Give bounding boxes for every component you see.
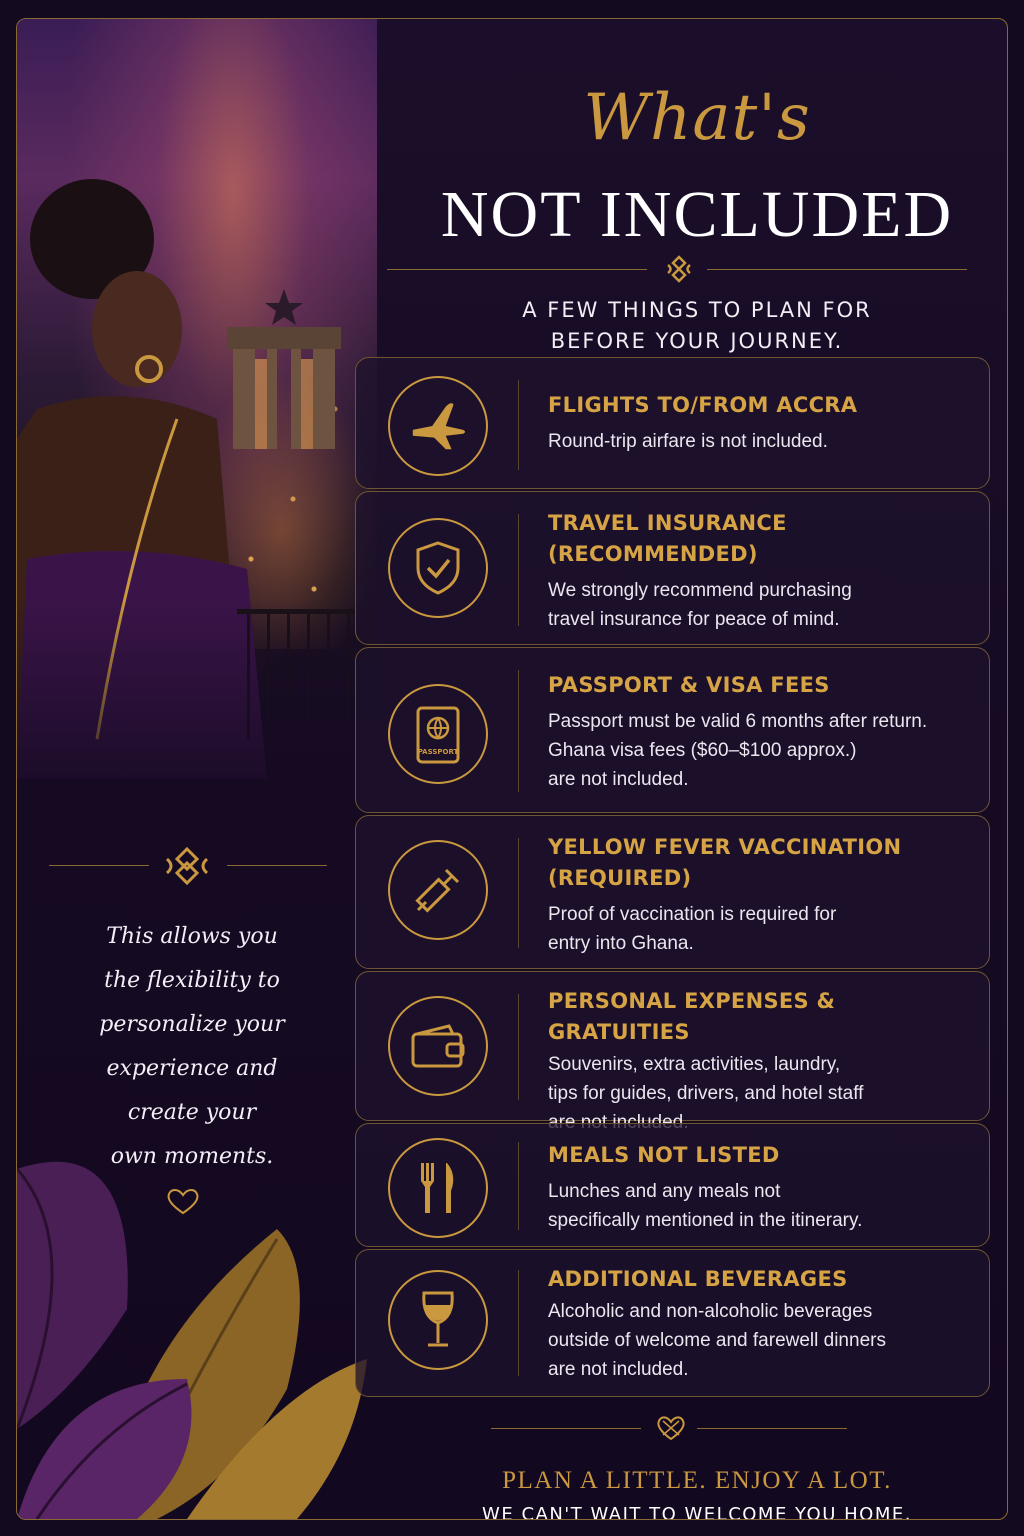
title-divider-left	[387, 269, 647, 270]
card-divider	[518, 514, 519, 626]
wine-glass-icon	[388, 1270, 488, 1370]
airplane-icon	[388, 376, 488, 476]
subtitle-line: BEFORE YOUR JOURNEY.	[550, 329, 844, 353]
title-ornament-icon	[665, 255, 693, 283]
side-divider-left	[49, 865, 149, 866]
card-divider	[518, 838, 519, 948]
exclusions-list	[355, 357, 992, 1399]
item-description: Proof of vaccination is required for entry into Ghana.	[548, 904, 837, 954]
script-title: What's	[583, 81, 811, 155]
hero-photo	[17, 19, 377, 819]
item-description: Round-trip airfare is not included.	[548, 431, 828, 452]
side-divider-right	[227, 865, 327, 866]
quote-line: This allows you	[106, 924, 278, 949]
card-divider	[518, 1142, 519, 1230]
item-description: Passport must be valid 6 months after return. Ghana visa fees ($60–$100 approx.) are not included.	[548, 711, 928, 790]
item-title: ADDITIONAL BEVERAGES	[548, 1267, 848, 1291]
subtitle-line: A FEW THINGS TO PLAN FOR	[522, 298, 872, 322]
item-description: We strongly recommend purchasing travel insurance for peace of mind.	[548, 580, 852, 630]
syringe-icon	[388, 840, 488, 940]
item-description: Lunches and any meals not specifically mentioned in the itinerary.	[548, 1181, 863, 1231]
card-divider	[518, 1270, 519, 1376]
card-divider	[518, 670, 519, 792]
fork-knife-icon	[388, 1138, 488, 1238]
woman-silhouette-image	[17, 179, 267, 779]
page-title: NOT INCLUDED	[440, 178, 954, 251]
adinkra-ornament-icon	[161, 845, 213, 887]
quote-line: the flexibility to	[104, 968, 280, 993]
side-quote	[57, 915, 327, 1179]
list-item-travel-insurance	[355, 491, 990, 645]
quote-line: experience and	[106, 1056, 278, 1081]
item-title: YELLOW FEVER VACCINATION (REQUIRED)	[548, 835, 902, 890]
item-description: Alcoholic and non-alcoholic beverages outside of welcome and farewell dinners are not included.	[548, 1301, 886, 1380]
svg-text:PASSPORT: PASSPORT	[417, 748, 459, 756]
item-title: MEALS NOT LISTED	[548, 1143, 780, 1167]
passport-icon	[388, 684, 488, 784]
item-title: PERSONAL EXPENSES & GRATUITIES	[548, 989, 836, 1044]
subtitle	[447, 295, 947, 357]
wallet-icon	[388, 996, 488, 1096]
heart-icon	[165, 1185, 201, 1217]
footer-divider-right	[697, 1428, 847, 1429]
list-item-beverages	[355, 1249, 990, 1397]
title-divider-right	[707, 269, 967, 270]
heart-knot-icon	[655, 1413, 687, 1443]
list-item-yellow-fever	[355, 815, 990, 969]
card-divider	[518, 380, 519, 470]
list-item-flights	[355, 357, 990, 489]
shield-check-icon	[388, 518, 488, 618]
item-title: TRAVEL INSURANCE (RECOMMENDED)	[548, 511, 787, 566]
item-description: Souvenirs, extra activities, laundry, tips for guides, drivers, and hotel staff	[548, 1054, 864, 1104]
footer-tagline: PLAN A LITTLE. ENJOY A LOT.	[502, 1467, 892, 1494]
quote-line: personalize your	[99, 1012, 285, 1037]
list-item-meals	[355, 1123, 990, 1247]
list-item-passport-visa	[355, 647, 990, 813]
footer-divider-left	[491, 1428, 641, 1429]
quote-line: own moments.	[110, 1144, 274, 1169]
item-title: FLIGHTS TO/FROM ACCRA	[548, 393, 858, 417]
list-item-personal-expenses	[355, 971, 990, 1121]
footer-welcome: WE CAN'T WAIT TO WELCOME YOU HOME.	[482, 1504, 912, 1520]
item-title: PASSPORT & VISA FEES	[548, 673, 830, 697]
card-divider	[518, 994, 519, 1100]
page-frame	[16, 18, 1008, 1520]
quote-line: create your	[127, 1100, 257, 1125]
